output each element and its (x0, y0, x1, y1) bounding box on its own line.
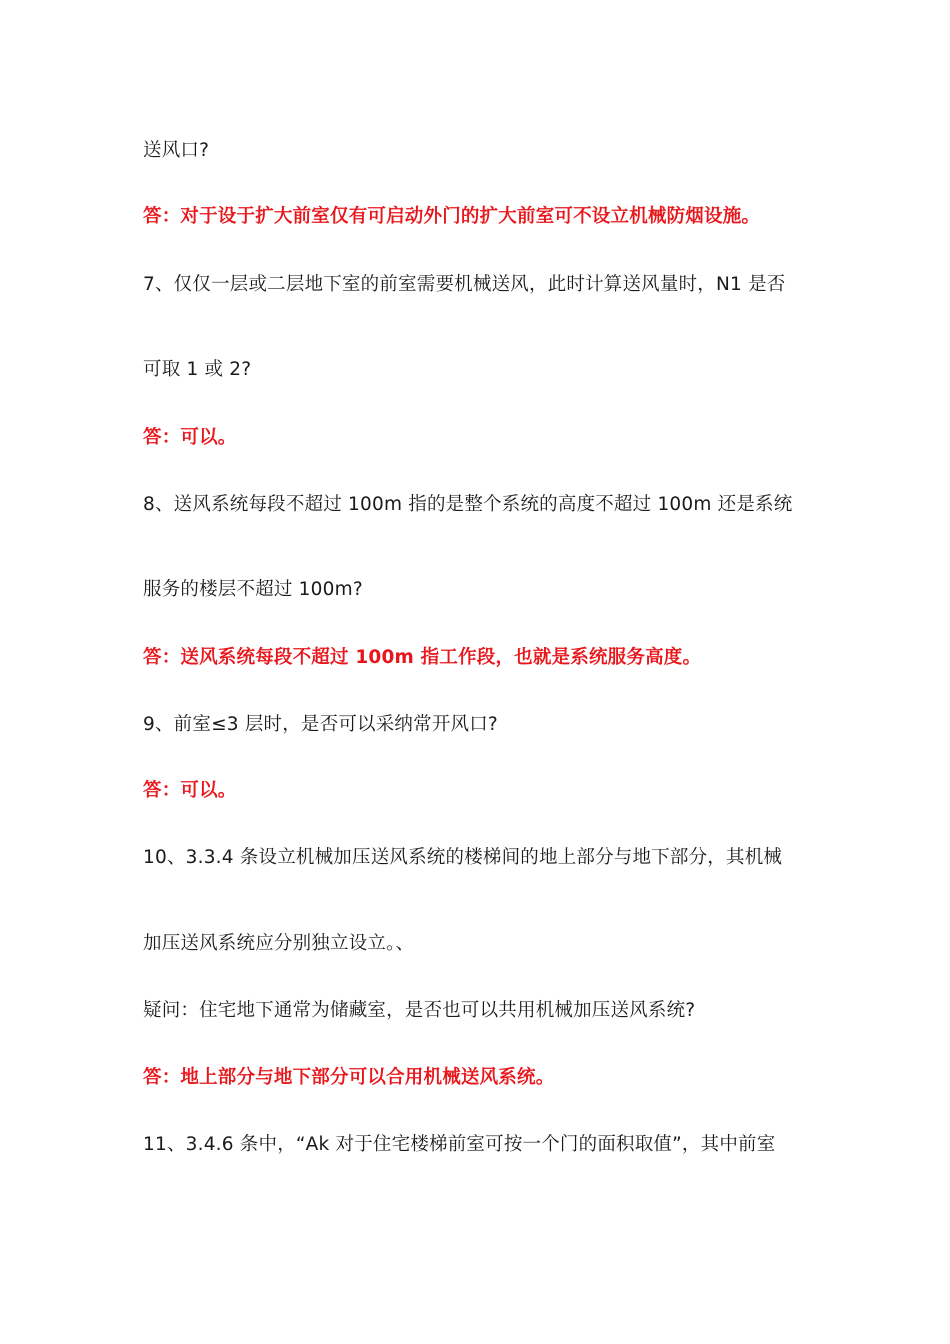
question-line: 送风口? (143, 140, 210, 161)
question-line: 9、前室≤3 层时，是否可以采纳常开风口? (143, 714, 498, 735)
answer-line: 答：可以。 (143, 780, 237, 801)
question-line: 加压送风系统应分别独立设立。、 (143, 933, 415, 954)
question-line: 10、3.3.4 条设立机械加压送风系统的楼梯间的地上部分与地下部分，其机械 (143, 847, 783, 868)
answer-line: 答：对于设于扩大前室仅有可启动外门的扩大前室可不设立机械防烟设施。 (143, 206, 761, 227)
question-line: 服务的楼层不超过 100m? (143, 579, 363, 600)
question-line: 疑问：住宅地下通常为储藏室，是否也可以共用机械加压送风系统? (143, 1000, 696, 1021)
answer-line: 答：地上部分与地下部分可以合用机械送风系统。 (143, 1067, 555, 1088)
question-line: 8、送风系统每段不超过 100m 指的是整个系统的高度不超过 100m 还是系统 (143, 494, 793, 515)
answer-line: 答：可以。 (143, 427, 237, 448)
question-line: 7、仅仅一层或二层地下室的前室需要机械送风，此时计算送风量时，N1 是否 (143, 274, 786, 295)
question-line: 可取 1 或 2? (143, 359, 252, 380)
question-line: 11、3.4.6 条中，“Ak 对于住宅楼梯前室可按一个门的面积取值”，其中前室 (143, 1134, 776, 1155)
answer-line: 答：送风系统每段不超过 100m 指工作段，也就是系统服务高度。 (143, 647, 702, 668)
